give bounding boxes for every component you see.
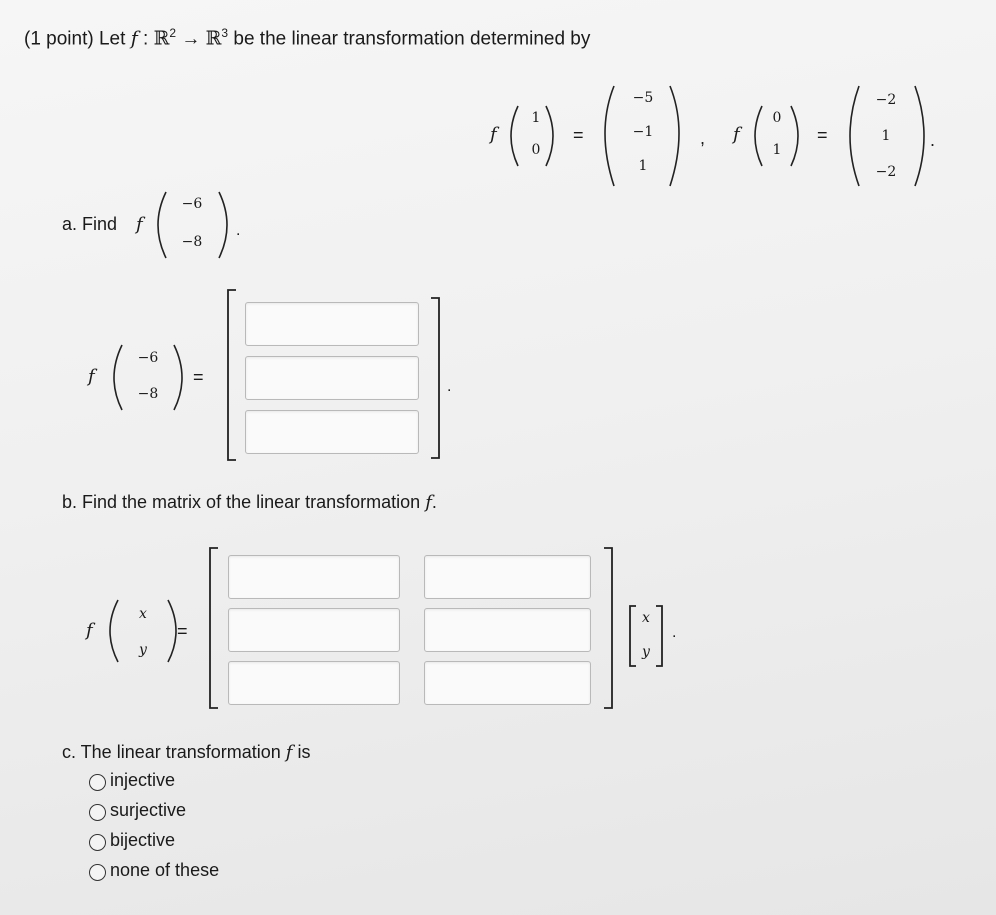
matrix-r3c1-input[interactable] [228, 661, 400, 705]
period: . [447, 378, 452, 395]
vector-entry: −1 [632, 124, 654, 140]
vector-entry: 1 [881, 128, 891, 144]
vector-entry: x [642, 610, 650, 626]
bracket-left [228, 290, 236, 460]
matrix-r3c2-input[interactable] [424, 661, 591, 705]
part-b-question [62, 492, 437, 513]
option-label-injective: injective [110, 770, 176, 790]
bracket-right [604, 548, 612, 708]
bracket-right [431, 298, 439, 458]
period: . [930, 130, 936, 150]
part-a-answer-f: f [88, 366, 95, 387]
matrix-r1c2-input[interactable] [424, 555, 591, 599]
vector-entry: −2 [875, 164, 897, 180]
vector-entry: y [642, 644, 650, 660]
part-a-label: a. Find [62, 214, 118, 234]
answer-a-row1-input[interactable] [245, 302, 419, 346]
period: . [431, 492, 437, 512]
map-arrow: → [181, 28, 201, 50]
equals-sign: = [573, 125, 584, 145]
paren-right [168, 600, 176, 662]
part-c-is: is [297, 742, 311, 762]
vector-entry: −6 [181, 196, 203, 212]
paren-left [110, 600, 118, 662]
vector-entry: −6 [137, 350, 159, 366]
function-f: f [130, 27, 138, 50]
vector-entry: −5 [632, 90, 654, 106]
part-c-label: c. The linear transformation [62, 742, 281, 762]
colon: : [143, 28, 149, 50]
part-b-label: b. Find the matrix of the linear transformation [62, 492, 421, 512]
matrix-r1c1-input[interactable] [228, 555, 400, 599]
points-text: (1 point) Let [24, 28, 126, 50]
vector-entry: 1 [638, 158, 648, 174]
codomain-R: ℝ [205, 27, 222, 50]
part-b-f: f [425, 492, 432, 513]
answer-a-row3-input[interactable] [245, 410, 419, 454]
vector-entry: 0 [531, 142, 541, 158]
vector-entry: x [139, 606, 147, 622]
codomain-exponent: 3 [221, 26, 229, 40]
radio-surjective[interactable] [89, 804, 106, 821]
vector-entry: 1 [531, 110, 541, 126]
vector-entry: 0 [772, 110, 782, 126]
radio-injective[interactable] [89, 774, 106, 791]
answer-a-row2-input[interactable] [245, 356, 419, 400]
part-c-question [62, 742, 310, 763]
matrix-r2c1-input[interactable] [228, 608, 400, 652]
part-b-answer-f: f [86, 620, 93, 641]
paren-right [174, 345, 182, 410]
option-label-surjective: surjective [110, 800, 187, 820]
comma: , [700, 128, 706, 148]
paren-left [158, 192, 166, 258]
equals-sign: = [193, 367, 204, 387]
period: . [236, 222, 241, 239]
part-a-f: f [136, 214, 143, 235]
vector-entry: 1 [772, 142, 782, 158]
vector-entry: y [139, 642, 147, 658]
period: . [672, 624, 677, 641]
radio-bijective[interactable] [89, 834, 106, 851]
domain-R: ℝ [153, 27, 170, 50]
option-label-none: none of these [110, 860, 220, 880]
vector-entry: −8 [137, 386, 159, 402]
problem-header [24, 26, 590, 50]
vector-entry: −8 [181, 234, 203, 250]
equals-sign: = [817, 125, 828, 145]
given-f1: f [490, 124, 497, 145]
radio-none[interactable] [89, 864, 106, 881]
given-f2: f [733, 124, 740, 145]
paren-right [219, 192, 227, 258]
vector-entry: −2 [875, 92, 897, 108]
header-rest: be the linear transformation determined by [233, 28, 591, 50]
domain-exponent: 2 [169, 26, 177, 40]
bracket-left [210, 548, 218, 708]
paren-left [850, 86, 859, 186]
paren-right [670, 86, 679, 186]
part-c-f: f [285, 742, 293, 763]
matrix-r2c2-input[interactable] [424, 608, 591, 652]
paren-left [605, 86, 614, 186]
equals-sign: = [177, 621, 188, 641]
paren-right [915, 86, 924, 186]
paren-left [114, 345, 122, 410]
option-label-bijective: bijective [110, 830, 176, 850]
